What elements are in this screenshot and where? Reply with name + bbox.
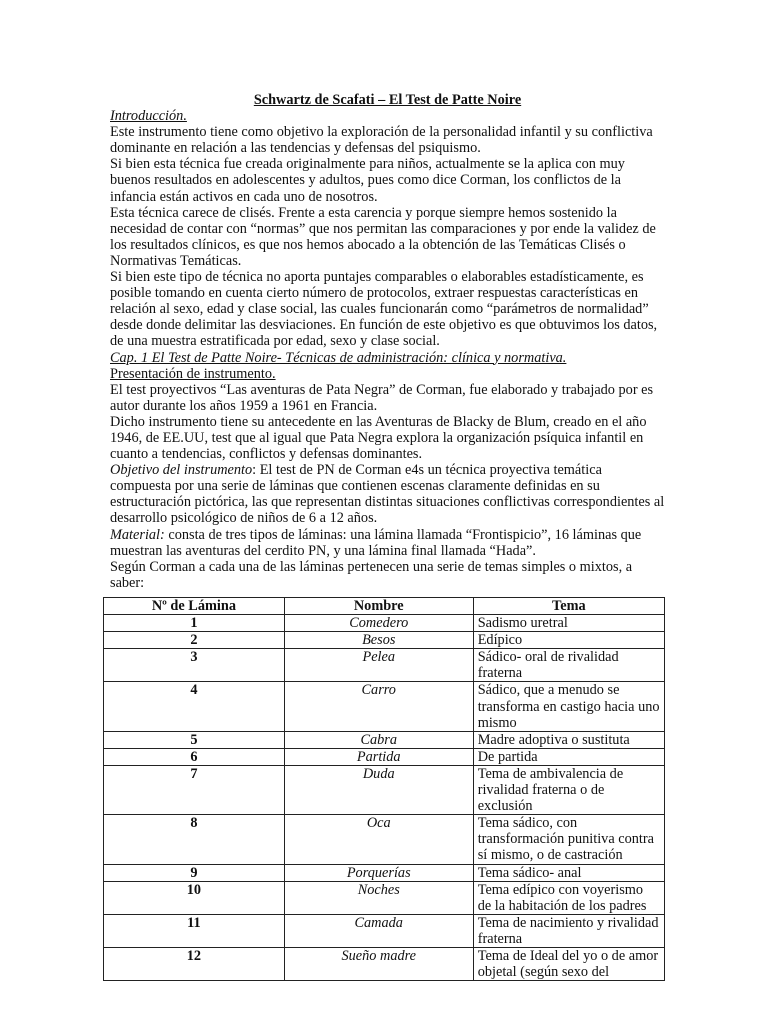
cell-numero: 6 (104, 748, 285, 765)
cell-numero: 11 (104, 914, 285, 947)
cell-nombre: Cabra (284, 731, 473, 748)
objective-label: Objetivo del instrumento (110, 462, 253, 479)
cell-tema: Sádico, que a menudo se transforma en castigo hacia uno mismo (473, 682, 664, 731)
table-row (104, 615, 665, 632)
intro-paragraph-1: Este instrumento tiene como objetivo la exploración de la personalidad infantil y su conflictiva dominante en relación a las tendencias y defensas del psiquismo. (110, 124, 653, 157)
table-row (104, 748, 665, 765)
cell-nombre: Duda (284, 765, 473, 814)
cell-numero: 8 (104, 815, 285, 864)
cell-tema: Tema sádico, con transformación punitiva contra sí mismo, o de castración (473, 815, 664, 864)
cell-numero: 2 (104, 632, 285, 649)
header-tema: Tema (473, 598, 664, 615)
cell-nombre: Partida (284, 748, 473, 765)
cell-tema: Tema de ambivalencia de rivalidad fraterna o de exclusión (473, 765, 664, 814)
header-nombre: Nombre (284, 598, 473, 615)
intro-paragraph-4: Si bien este tipo de técnica no aporta puntajes comparables o elaborables estadísticamente, es posible tomando en cuenta cierto número de protocolos, extraer respuestas características en relación al sexo, edad y clase social, las cuales funcionarán como “parámetros de normalidad” desde donde delimitar las desviaciones. En función de este objetivo es que obtuvimos los datos, de una muestra estratificada por edad, sexo y clase social. (110, 269, 658, 350)
cell-tema: Sadismo uretral (473, 615, 664, 632)
cell-nombre: Besos (284, 632, 473, 649)
presentation-paragraph-2: Dicho instrumento tiene su antecedente en las Aventuras de Blacky de Blum, creado en el año 1946, de EE.UU, test que al igual que Pata Negra explora la organización psíquica infantil en cuanto a tendencias, conflictos y defensas dominantes. (110, 413, 647, 463)
table-row (104, 632, 665, 649)
table-row (104, 649, 665, 682)
cell-nombre: Noches (284, 881, 473, 914)
intro-paragraph-3: Esta técnica carece de clisés. Frente a esta carencia y porque siempre hemos sostenido la necesidad de contar con “normas” que nos permitan las comparaciones y por ende la validez de los resultados clínicos, es que nos hemos abocado a la obtención de las Temáticas Clisés o Normativas Temáticas. (110, 204, 656, 269)
table-row (104, 765, 665, 814)
table-row (104, 682, 665, 731)
table-row (104, 914, 665, 947)
table-row (104, 815, 665, 864)
table-row (104, 881, 665, 914)
presentation-heading: Presentación de instrumento. (110, 365, 276, 382)
cell-numero: 4 (104, 682, 285, 731)
cell-nombre: Oca (284, 815, 473, 864)
table-row (104, 731, 665, 748)
cell-nombre: Sueño madre (284, 947, 473, 980)
document-body (110, 92, 665, 591)
material-text: consta de tres tipos de láminas: una lámina llamada “Frontispicio”, 16 láminas que muestran las aventuras del cerdito PN, y una lámina final llamada “Hada”. (110, 526, 642, 559)
material-paragraph (110, 527, 665, 559)
cell-nombre: Comedero (284, 615, 473, 632)
cell-numero: 3 (104, 649, 285, 682)
cell-nombre: Camada (284, 914, 473, 947)
objective-paragraph (110, 462, 665, 526)
cell-numero: 7 (104, 765, 285, 814)
objective-text: : El test de PN de Corman e4s un técnica proyectiva temática compuesta por una serie de láminas que contienen escenas claramente definidas en su estructuración pictórica, las que representan distintas situaciones conflictivas correspondientes al desarrollo psicológico de niños de 6 a 12 años. (110, 462, 665, 527)
segun-paragraph: Según Corman a cada una de las láminas pertenecen una serie de temas simples o mixtos, a saber: (110, 558, 633, 591)
cell-tema: Sádico- oral de rivalidad fraterna (473, 649, 664, 682)
cell-nombre: Porquerías (284, 864, 473, 881)
cell-nombre: Pelea (284, 649, 473, 682)
cell-numero: 9 (104, 864, 285, 881)
cell-tema: Tema sádico- anal (473, 864, 664, 881)
cell-nombre: Carro (284, 682, 473, 731)
cell-tema: Tema de Ideal del yo o de amor objetal (según sexo del (473, 947, 664, 980)
document-title: Schwartz de Scafati – El Test de Patte Noire (253, 92, 522, 108)
intro-heading: Introducción. (110, 108, 187, 125)
cell-tema: Tema de nacimiento y rivalidad fraterna (473, 914, 664, 947)
table-header-row (104, 598, 665, 615)
intro-paragraph-2: Si bien esta técnica fue creada originalmente para niños, actualmente se la aplica con muy buenos resultados en adolescentes y adultos, pues como dice Corman, los conflictos de la infancia están activos en cada uno de nosotros. (110, 156, 625, 205)
table-row (104, 864, 665, 881)
cell-tema: De partida (473, 748, 664, 765)
material-label: Material: (110, 526, 165, 543)
cell-tema: Madre adoptiva o sustituta (473, 731, 664, 748)
cell-tema: Tema edípico con voyerismo de la habitación de los padres (473, 881, 664, 914)
laminas-table (103, 597, 665, 981)
chapter-heading: Cap. 1 El Test de Patte Noire- Técnicas de administración: clínica y normativa. (110, 349, 567, 366)
header-numero: Nº de Lámina (104, 598, 285, 615)
presentation-paragraph-1: El test proyectivos “Las aventuras de Pata Negra” de Corman, fue elaborado y trabajado por es autor durante los años 1959 a 1961 en Francia. (110, 381, 654, 414)
cell-numero: 1 (104, 615, 285, 632)
table-row (104, 947, 665, 980)
cell-numero: 5 (104, 731, 285, 748)
cell-numero: 12 (104, 947, 285, 980)
cell-numero: 10 (104, 881, 285, 914)
cell-tema: Edípico (473, 632, 664, 649)
